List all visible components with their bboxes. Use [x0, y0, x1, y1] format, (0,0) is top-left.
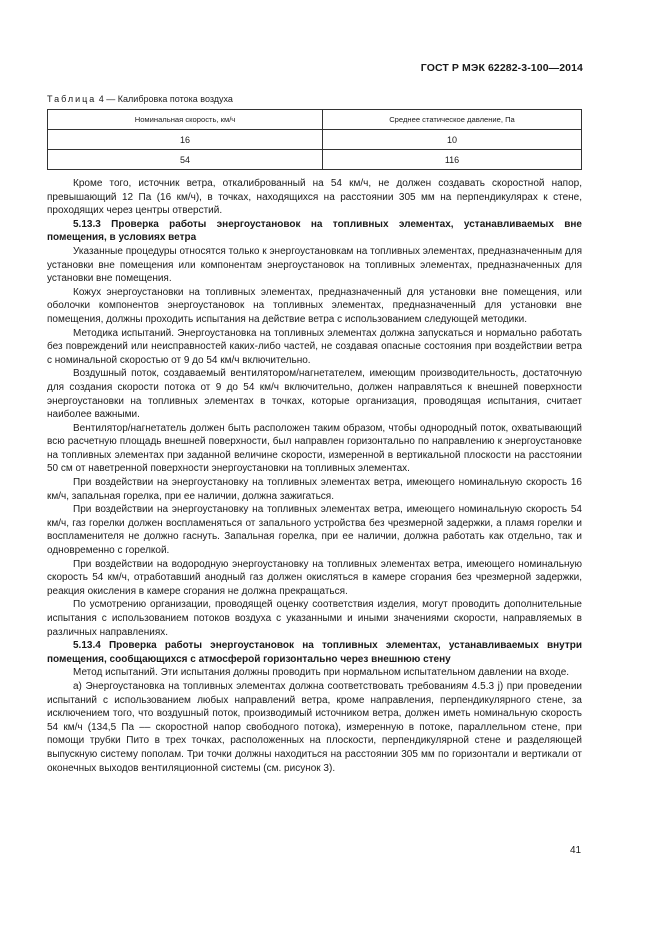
table-cell: 16 [48, 130, 323, 150]
paragraph: Указанные процедуры относятся только к энергоустановкам на топливных элементах, предназначенным для установки вне помещения или компонентам энергоустановок на топливных элементах, предназначенных для установки вне помещения. [47, 245, 582, 285]
table-caption [47, 94, 233, 104]
page-number: 41 [570, 845, 582, 856]
paragraph: При воздействии на водородную энергоустановку на топливных элементах ветра, имеющего номинальную скорость 54 км/ч, отработавший анодный газ должен окисляться в камере сгорания без чрезмерной задержки, реакция окисления в камере сгорания не должна прекращаться. [47, 558, 582, 597]
calibration-table [47, 109, 582, 170]
section-heading: 5.13.3 Проверка работы энергоустановок на топливных элементах, устанавливаемых вне помещения, в условиях ветра [47, 218, 582, 244]
paragraph: Методика испытаний. Энергоустановка на топливных элементах должна запускаться и нормально работать без повреждений или неисправностей каких-либо частей, не создавая опасные состояния при воздействии ветра с номинальной скоростью от 9 до 54 км/ч включительно. [47, 327, 582, 366]
paragraph: Вентилятор/нагнетатель должен быть расположен таким образом, чтобы однородный поток, охватывающий всю расчетную площадь внешней поверхности, был направлен горизонтально по направлению к энергоустановке на топливных элементах при заданной величине скорости, измеренной в вертикальной плоскости на расстоянии 50 см от наветренной поверхности энергоустановки на топливных элементах. [47, 422, 582, 475]
paragraph: Кожух энергоустановки на топливных элементах, предназначенный для установки вне помещения, или оболочки компонентов энергоустановок на топливных элементах, предназначенный для установки вне помещения, должны проходить испытания на действие ветра с использованием следующей методики. [47, 286, 582, 325]
table-caption-title: 4 — Калибровка потока воздуха [96, 94, 233, 104]
paragraph: При воздействии на энергоустановку на топливных элементах ветра, имеющего номинальную скорость 54 км/ч, газ горелки должен воспламеняться от запального устройства без чрезмерной задержки, а пламя горелки и воспламенителя не должно гаснуть. Запальная горелка, при ее наличии, должна работать как отдельно, так и одновременно с горелкой. [47, 504, 582, 557]
column-header-pressure: Среднее статическое давление, Па [323, 110, 582, 130]
table-header-row [48, 110, 582, 130]
standard-header: ГОСТ Р МЭК 62282-3-100—2014 [420, 62, 583, 74]
table-row [48, 150, 582, 170]
paragraph: Воздушный поток, создаваемый вентилятором/нагнетателем, имеющим производительность, достаточную для создания скорости потока от 9 до 54 км/ч включительно, должен направляться к внешней поверхности энергоустановки на топливных элементах в точках, которые организация, проводящая испытания, считает наиболее важными. [47, 368, 582, 421]
table-caption-label: Таблица [47, 94, 97, 104]
table-cell: 10 [323, 130, 582, 150]
column-header-speed: Номинальная скорость, км/ч [48, 110, 323, 130]
section-heading: 5.13.4 Проверка работы энергоустановок на топливных элементах, устанавливаемых внутри помещения, сообщающихся с атмосферой горизонтально через внешнюю стену [47, 640, 582, 665]
paragraph: а) Энергоустановка на топливных элементах должна соответствовать требованиям 4.5.3 j) при проведении испытаний с использованием любых направлений ветра, кроме направления, перпендикулярного стене, за исключением того, что воздушный поток, производимый источником ветра, должен иметь номинальную скорость 54 км/ч (134,5 Па –– скоростной напор свободного потока), измеренную в потоке, параллельном стене, при помощи трубки Пито в трех точках, расположенных на плоскости, перпендикулярной стене и разделяющей выпускную систему пополам. Три точки должны находиться на расстоянии 305 мм по горизонтали и вертикали от оконечных выходов вентиляционной системы (см. рисунок 3). [47, 680, 582, 774]
paragraph: Метод испытаний. Эти испытания должны проводить при нормальном испытательном давлении на входе. [73, 667, 570, 679]
body-text [47, 177, 582, 775]
paragraph: При воздействии на энергоустановку на топливных элементах ветра, имеющего номинальную скорость 16 км/ч, запальная горелка, при ее наличии, должна зажигаться. [47, 477, 582, 502]
table-cell: 116 [323, 150, 582, 170]
table-row [48, 130, 582, 150]
paragraph: Кроме того, источник ветра, откалиброванный на 54 км/ч, не должен создавать скоростной напор, превышающий 12 Па (16 км/ч), в точках, находящихся на расстоянии 305 мм на перпендикулярах к стене, проходящих через центры отверстий. [47, 178, 582, 217]
paragraph: По усмотрению организации, проводящей оценку соответствия изделия, могут проводить дополнительные испытания с использованием потоков воздуха с указанными и иными значениями скорости, направляемых в различных направлениях. [47, 599, 582, 638]
table-cell: 54 [48, 150, 323, 170]
